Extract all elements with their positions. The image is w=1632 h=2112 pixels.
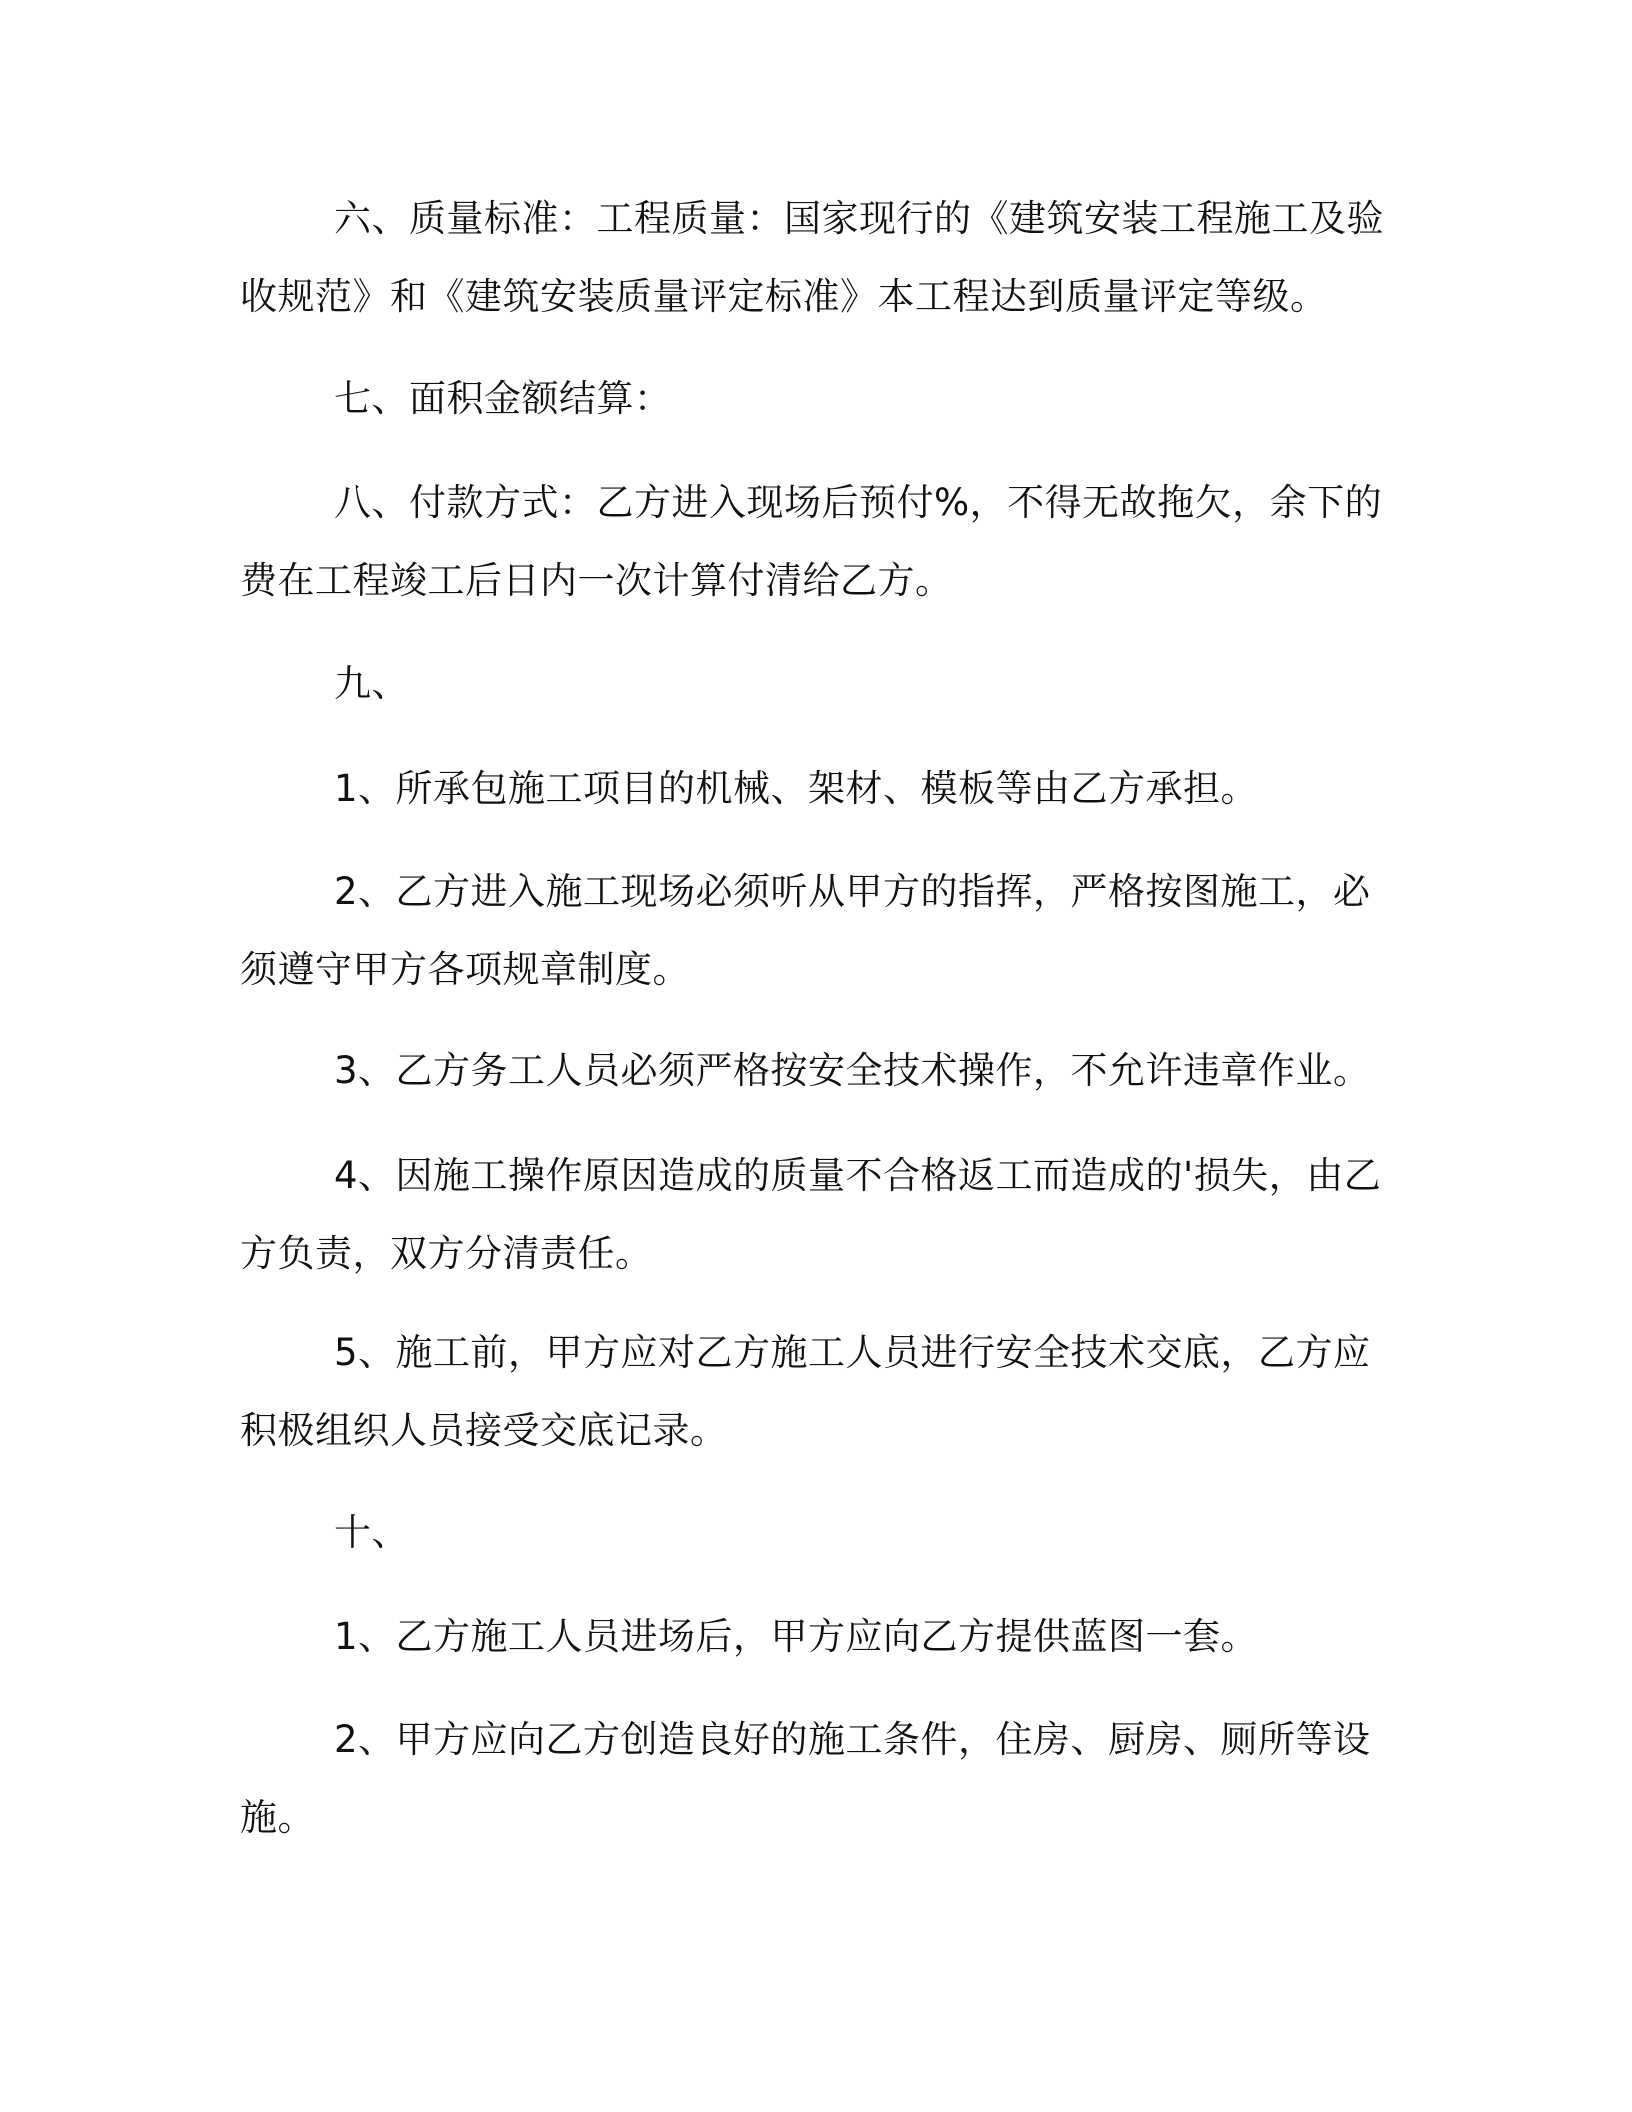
paragraph-ten-item-1 <box>240 1598 1390 1676</box>
paragraph-section-ten <box>240 1494 1390 1572</box>
text-line: 1、乙方施工人员进场后，甲方应向乙方提供蓝图一套。 <box>334 1615 1259 1658</box>
text-line: 2、甲方应向乙方创造良好的施工条件，住房、厨房、厕所等设 <box>334 1718 1371 1761</box>
text-line: 九、 <box>334 662 409 705</box>
text-line: 方负责，双方分清责任。 <box>240 1232 653 1275</box>
text-line: 积极组织人员接受交底记录。 <box>240 1409 728 1452</box>
paragraph-nine-item-1 <box>240 750 1390 828</box>
text-line: 4、因施工操作原因造成的质量不合格返工而造成的'损失，由乙 <box>334 1154 1382 1197</box>
text-line: 1、所承包施工项目的机械、架材、模板等由乙方承担。 <box>334 767 1259 810</box>
paragraph-quality-standard <box>240 180 1390 336</box>
text-line: 施。 <box>240 1796 315 1839</box>
paragraph-nine-item-2 <box>240 853 1390 1009</box>
paragraph-nine-item-3 <box>240 1032 1390 1110</box>
paragraph-nine-item-4 <box>240 1137 1390 1293</box>
text-line: 2、乙方进入施工现场必须听从甲方的指挥，严格按图施工，必 <box>334 870 1371 913</box>
text-line: 须遵守甲方各项规章制度。 <box>240 948 690 991</box>
paragraph-area-settlement <box>240 360 1390 438</box>
paragraph-section-nine <box>240 645 1390 723</box>
paragraph-nine-item-5 <box>240 1314 1390 1470</box>
paragraph-ten-item-2 <box>240 1701 1390 1857</box>
text-line: 七、面积金额结算： <box>334 377 672 420</box>
text-line: 费在工程竣工后日内一次计算付清给乙方。 <box>240 559 953 602</box>
text-line: 3、乙方务工人员必须严格按安全技术操作，不允许违章作业。 <box>334 1049 1371 1092</box>
text-line: 八、付款方式：乙方进入现场后预付%，不得无故拖欠，余下的 <box>334 481 1383 524</box>
text-line: 十、 <box>334 1511 409 1554</box>
paragraph-payment-method <box>240 464 1390 620</box>
text-line: 5、施工前，甲方应对乙方施工人员进行安全技术交底，乙方应 <box>334 1331 1371 1374</box>
text-line: 六、质量标准：工程质量：国家现行的《建筑安装工程施工及验 <box>334 197 1384 240</box>
text-line: 收规范》和《建筑安装质量评定标准》本工程达到质量评定等级。 <box>240 275 1328 318</box>
